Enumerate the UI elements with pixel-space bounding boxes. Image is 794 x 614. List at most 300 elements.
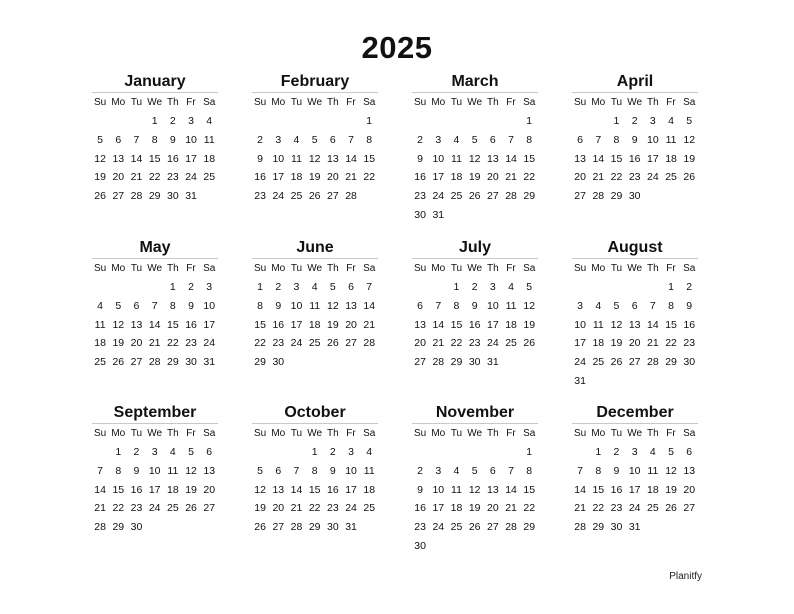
day-cell: 28 — [574, 521, 586, 534]
weekday-header — [411, 94, 539, 112]
week-row — [251, 131, 379, 150]
day-cell: 11 — [203, 133, 215, 146]
month-name: September — [113, 404, 197, 421]
day-cell: 12 — [327, 299, 339, 312]
weekday-label: Mo — [591, 428, 606, 439]
empty-day-cell — [466, 537, 484, 556]
day-cell: 23 — [683, 337, 696, 350]
week-row — [571, 443, 699, 462]
weekday-label: Su — [253, 428, 267, 439]
day-cell: 11 — [592, 318, 604, 331]
day-cell: 3 — [188, 115, 194, 127]
weekday-label: Fr — [186, 428, 196, 439]
weekday-label: We — [307, 97, 323, 108]
empty-day-cell — [502, 112, 520, 131]
day-cell: 26 — [683, 171, 696, 184]
day-cell: 25 — [308, 337, 321, 350]
day-cell: 6 — [489, 464, 496, 477]
day-cell: 15 — [592, 483, 605, 496]
day-cell: 21 — [647, 337, 659, 350]
empty-day-cell — [607, 278, 625, 297]
empty-day-cell — [680, 372, 698, 391]
day-cell: 8 — [453, 299, 460, 312]
day-cell: 16 — [254, 171, 266, 184]
weekday-header — [571, 425, 699, 443]
day-cell: 23 — [254, 190, 266, 203]
empty-day-cell — [251, 112, 269, 131]
day-cell: 15 — [167, 318, 179, 331]
weekday-header — [251, 260, 379, 278]
day-cell: 18 — [94, 337, 106, 350]
day-cell: 19 — [468, 502, 481, 515]
day-cell: 3 — [206, 281, 213, 293]
weekday-label: Tu — [290, 428, 303, 439]
day-cell: 16 — [628, 152, 641, 165]
week-row — [251, 112, 379, 131]
week-row — [571, 187, 699, 206]
day-cell: 12 — [308, 152, 321, 165]
day-cell: 4 — [668, 115, 674, 127]
day-cell: 23 — [130, 502, 143, 515]
weekday-label: Fr — [506, 97, 516, 108]
day-cell: 7 — [508, 464, 514, 477]
empty-day-cell — [662, 518, 680, 537]
empty-day-cell — [484, 443, 502, 462]
weekday-label: Fr — [666, 428, 676, 439]
day-cell: 1 — [595, 446, 602, 458]
week-row — [411, 168, 539, 187]
month-name: February — [280, 73, 350, 90]
weekday-label: Su — [93, 97, 107, 108]
empty-day-cell — [429, 278, 447, 297]
empty-day-cell — [607, 372, 625, 391]
day-cell: 9 — [417, 483, 424, 496]
day-cell: 30 — [167, 190, 179, 203]
day-cell: 15 — [308, 483, 321, 496]
day-cell: 27 — [130, 356, 143, 369]
week-row — [411, 334, 539, 353]
day-cell: 16 — [414, 502, 426, 515]
day-cell: 18 — [363, 483, 376, 496]
month-divider — [252, 423, 378, 424]
day-cell: 13 — [327, 152, 339, 165]
empty-day-cell — [447, 112, 465, 131]
week-row — [411, 112, 539, 131]
day-cell: 6 — [489, 133, 496, 146]
day-cell: 15 — [523, 152, 536, 165]
empty-day-cell — [680, 518, 698, 537]
day-cell: 19 — [468, 171, 481, 184]
empty-day-cell — [571, 278, 589, 297]
day-cell: 22 — [610, 171, 623, 184]
day-cell: 3 — [631, 446, 638, 458]
day-cell: 11 — [647, 464, 659, 477]
month-august — [571, 238, 699, 391]
weekday-header — [411, 260, 539, 278]
day-cell: 1 — [526, 115, 533, 127]
day-cell: 13 — [414, 318, 426, 331]
day-cell: 28 — [130, 190, 143, 203]
week-row — [411, 187, 539, 206]
day-cell: 8 — [526, 464, 533, 477]
day-cell: 9 — [686, 299, 693, 312]
day-cell: 27 — [683, 502, 696, 515]
day-cell: 20 — [683, 483, 696, 496]
day-cell: 21 — [505, 502, 517, 515]
empty-day-cell — [342, 112, 360, 131]
day-cell: 1 — [453, 281, 460, 293]
day-cell: 5 — [257, 464, 264, 477]
day-cell: 17 — [628, 483, 641, 496]
day-cell: 6 — [577, 133, 584, 146]
day-cell: 12 — [94, 152, 106, 165]
day-cell: 14 — [592, 152, 605, 165]
week-row — [571, 518, 699, 537]
weekday-label: Mo — [591, 263, 606, 274]
weekday-label: Sa — [363, 263, 376, 274]
weekday-label: We — [307, 263, 323, 274]
day-cell: 15 — [148, 152, 161, 165]
day-cell: 17 — [345, 483, 357, 496]
weekday-label: Th — [167, 263, 179, 274]
day-cell: 23 — [185, 337, 197, 350]
day-cell: 24 — [148, 502, 161, 515]
day-cell: 6 — [275, 464, 282, 477]
weekday-header — [571, 94, 699, 112]
day-cell: 18 — [308, 318, 321, 331]
weekday-label: Su — [413, 97, 427, 108]
day-cell: 19 — [254, 502, 266, 515]
day-cell: 1 — [151, 115, 158, 127]
day-cell: 17 — [290, 318, 303, 331]
week-row — [571, 131, 699, 150]
day-cell: 4 — [453, 464, 460, 477]
empty-day-cell — [411, 278, 429, 297]
weekday-label: Tu — [450, 263, 463, 274]
day-cell: 20 — [414, 337, 426, 350]
month-october — [251, 403, 379, 537]
day-cell: 18 — [450, 171, 463, 184]
day-cell: 21 — [432, 337, 445, 350]
day-cell: 12 — [683, 133, 696, 146]
day-cell: 2 — [686, 281, 693, 293]
day-cell: 18 — [203, 152, 216, 165]
empty-day-cell — [429, 112, 447, 131]
day-cell: 2 — [471, 281, 478, 293]
day-cell: 9 — [188, 299, 194, 312]
year-title: 2025 — [361, 30, 433, 65]
day-cell: 11 — [291, 152, 302, 165]
day-cell: 27 — [272, 521, 285, 534]
week-row — [571, 353, 699, 372]
day-cell: 13 — [574, 152, 586, 165]
day-cell: 10 — [432, 483, 445, 496]
day-cell: 17 — [432, 171, 445, 184]
week-row — [411, 206, 539, 225]
day-cell: 23 — [414, 190, 426, 203]
day-cell: 5 — [115, 299, 122, 312]
empty-day-cell — [269, 112, 287, 131]
month-name: August — [607, 239, 663, 256]
day-cell: 2 — [417, 133, 424, 146]
weekday-label: Sa — [203, 263, 216, 274]
day-cell: 23 — [468, 337, 481, 350]
week-row — [411, 462, 539, 481]
day-cell: 3 — [649, 115, 656, 127]
empty-day-cell — [589, 278, 607, 297]
day-cell: 5 — [668, 446, 674, 458]
day-cell: 14 — [647, 318, 659, 331]
day-cell: 12 — [468, 483, 481, 496]
weekday-label: Su — [93, 263, 107, 274]
day-cell: 12 — [468, 152, 481, 165]
day-cell: 26 — [468, 521, 481, 534]
weekday-label: Th — [327, 97, 339, 108]
day-cell: 16 — [468, 318, 481, 331]
week-row — [251, 168, 379, 187]
day-cell: 19 — [112, 337, 125, 350]
day-cell: 26 — [308, 190, 321, 203]
week-row — [571, 499, 699, 518]
week-row — [91, 187, 219, 206]
weekday-label: Mo — [271, 263, 286, 274]
day-cell: 21 — [130, 171, 143, 184]
week-row — [91, 112, 219, 131]
day-cell: 27 — [487, 521, 499, 534]
day-cell: 15 — [363, 152, 376, 165]
week-row — [251, 443, 379, 462]
day-cell: 25 — [647, 502, 659, 515]
day-cell: 20 — [203, 483, 216, 496]
weekday-label: Mo — [591, 97, 606, 108]
empty-day-cell — [447, 537, 465, 556]
empty-day-cell — [589, 112, 607, 131]
week-row — [411, 316, 539, 335]
day-cell: 5 — [188, 446, 194, 458]
day-cell: 21 — [148, 337, 161, 350]
empty-day-cell — [626, 372, 644, 391]
empty-day-cell — [146, 518, 164, 537]
day-cell: 11 — [94, 318, 106, 331]
day-cell: 20 — [628, 337, 641, 350]
day-cell: 23 — [628, 171, 641, 184]
day-cell: 1 — [668, 281, 674, 293]
day-cell: 14 — [130, 152, 143, 165]
empty-day-cell — [251, 443, 269, 462]
day-cell: 11 — [451, 483, 462, 496]
weekday-label: Su — [573, 263, 587, 274]
weekday-label: Tu — [290, 263, 303, 274]
day-cell: 13 — [130, 318, 143, 331]
day-cell: 6 — [417, 299, 424, 312]
day-cell: 11 — [167, 464, 179, 477]
weekday-label: We — [627, 428, 643, 439]
day-cell: 24 — [432, 521, 445, 534]
empty-day-cell — [360, 518, 378, 537]
day-cell: 15 — [610, 152, 623, 165]
day-cell: 22 — [363, 171, 376, 184]
empty-day-cell — [447, 443, 465, 462]
empty-day-cell — [626, 278, 644, 297]
day-cell: 17 — [148, 483, 161, 496]
day-cell: 13 — [272, 483, 285, 496]
empty-day-cell — [109, 278, 127, 297]
weekday-label: Tu — [290, 97, 303, 108]
day-cell: 8 — [595, 464, 602, 477]
day-cell: 22 — [254, 337, 266, 350]
weekday-label: We — [467, 263, 483, 274]
day-cell: 12 — [665, 464, 677, 477]
day-cell: 22 — [523, 171, 536, 184]
weekday-label: Sa — [523, 263, 536, 274]
weekday-label: Th — [487, 428, 499, 439]
day-cell: 4 — [366, 446, 373, 458]
week-row — [571, 316, 699, 335]
weekday-label: Th — [327, 428, 339, 439]
day-cell: 23 — [414, 521, 426, 534]
month-december — [571, 403, 699, 537]
month-divider — [92, 423, 218, 424]
day-cell: 3 — [348, 446, 354, 458]
day-cell: 7 — [366, 281, 373, 293]
day-cell: 14 — [290, 483, 303, 496]
month-name: March — [451, 73, 499, 90]
day-cell: 7 — [293, 464, 300, 477]
day-cell: 19 — [665, 483, 677, 496]
day-cell: 25 — [203, 171, 216, 184]
day-cell: 28 — [505, 521, 517, 534]
day-cell: 6 — [115, 133, 122, 146]
week-row — [251, 278, 379, 297]
day-cell: 2 — [613, 446, 620, 458]
day-cell: 6 — [631, 299, 638, 312]
day-cell: 23 — [327, 502, 339, 515]
day-cell: 30 — [683, 356, 696, 369]
day-cell: 31 — [345, 521, 357, 534]
month-divider — [572, 258, 698, 259]
weekday-label: Fr — [186, 97, 196, 108]
weekday-label: Sa — [363, 428, 376, 439]
week-row — [411, 131, 539, 150]
day-cell: 2 — [329, 446, 336, 458]
day-cell: 8 — [115, 464, 122, 477]
day-cell: 24 — [203, 337, 216, 350]
weekday-label: Sa — [683, 428, 696, 439]
weekday-label: We — [147, 428, 163, 439]
day-cell: 16 — [272, 318, 285, 331]
day-cell: 14 — [148, 318, 161, 331]
day-cell: 24 — [432, 190, 445, 203]
week-row — [411, 278, 539, 297]
weekday-label: Tu — [130, 428, 143, 439]
day-cell: 29 — [610, 190, 623, 203]
day-cell: 13 — [487, 152, 499, 165]
day-cell: 24 — [647, 171, 659, 184]
day-cell: 26 — [112, 356, 125, 369]
month-name: May — [139, 239, 171, 256]
week-row — [91, 462, 219, 481]
day-cell: 11 — [451, 152, 462, 165]
day-cell: 20 — [327, 171, 339, 184]
day-cell: 10 — [203, 299, 216, 312]
day-cell: 28 — [505, 190, 517, 203]
day-cell: 3 — [151, 446, 158, 458]
day-cell: 15 — [112, 483, 125, 496]
day-cell: 29 — [523, 521, 536, 534]
weekday-label: Fr — [346, 263, 356, 274]
day-cell: 1 — [366, 115, 373, 127]
weekday-label: Th — [647, 428, 659, 439]
day-cell: 4 — [453, 133, 460, 146]
month-january — [91, 72, 219, 206]
day-cell: 22 — [112, 502, 125, 515]
empty-day-cell — [502, 206, 520, 225]
month-name: November — [435, 404, 515, 421]
weekday-header — [251, 425, 379, 443]
day-cell: 26 — [610, 356, 623, 369]
empty-day-cell — [520, 206, 538, 225]
day-cell: 22 — [665, 337, 677, 350]
day-cell: 27 — [327, 190, 339, 203]
weekday-label: Fr — [666, 263, 676, 274]
day-cell: 31 — [574, 374, 586, 387]
empty-day-cell — [164, 518, 182, 537]
day-cell: 11 — [309, 299, 321, 312]
day-cell: 3 — [293, 281, 300, 293]
weekday-label: Sa — [683, 97, 696, 108]
empty-day-cell — [502, 353, 520, 372]
month-divider — [412, 258, 538, 259]
day-cell: 16 — [167, 152, 179, 165]
week-row — [571, 334, 699, 353]
day-cell: 21 — [505, 171, 517, 184]
empty-day-cell — [269, 443, 287, 462]
day-cell: 11 — [505, 299, 517, 312]
weekday-label: Su — [93, 428, 107, 439]
day-cell: 20 — [487, 502, 499, 515]
day-cell: 29 — [148, 190, 161, 203]
day-cell: 20 — [130, 337, 143, 350]
weekday-header — [91, 260, 219, 278]
day-cell: 12 — [254, 483, 266, 496]
weekday-label: Th — [487, 263, 499, 274]
week-row — [91, 481, 219, 500]
week-row — [251, 334, 379, 353]
week-row — [251, 187, 379, 206]
weekday-label: Th — [487, 97, 499, 108]
empty-day-cell — [200, 187, 218, 206]
day-cell: 22 — [148, 171, 161, 184]
day-cell: 12 — [112, 318, 125, 331]
day-cell: 22 — [167, 337, 179, 350]
day-cell: 5 — [613, 299, 620, 312]
day-cell: 18 — [290, 171, 303, 184]
day-cell: 7 — [435, 299, 442, 312]
weekday-label: Fr — [506, 263, 516, 274]
day-cell: 9 — [257, 152, 264, 165]
empty-day-cell — [324, 112, 342, 131]
weekday-header — [91, 425, 219, 443]
day-cell: 2 — [417, 464, 424, 477]
weekday-label: Mo — [431, 263, 446, 274]
weekday-label: Su — [573, 428, 587, 439]
day-cell: 21 — [592, 171, 605, 184]
weekday-label: Su — [573, 97, 587, 108]
empty-day-cell — [502, 443, 520, 462]
day-cell: 25 — [592, 356, 605, 369]
day-cell: 10 — [628, 464, 641, 477]
day-cell: 17 — [574, 337, 586, 350]
